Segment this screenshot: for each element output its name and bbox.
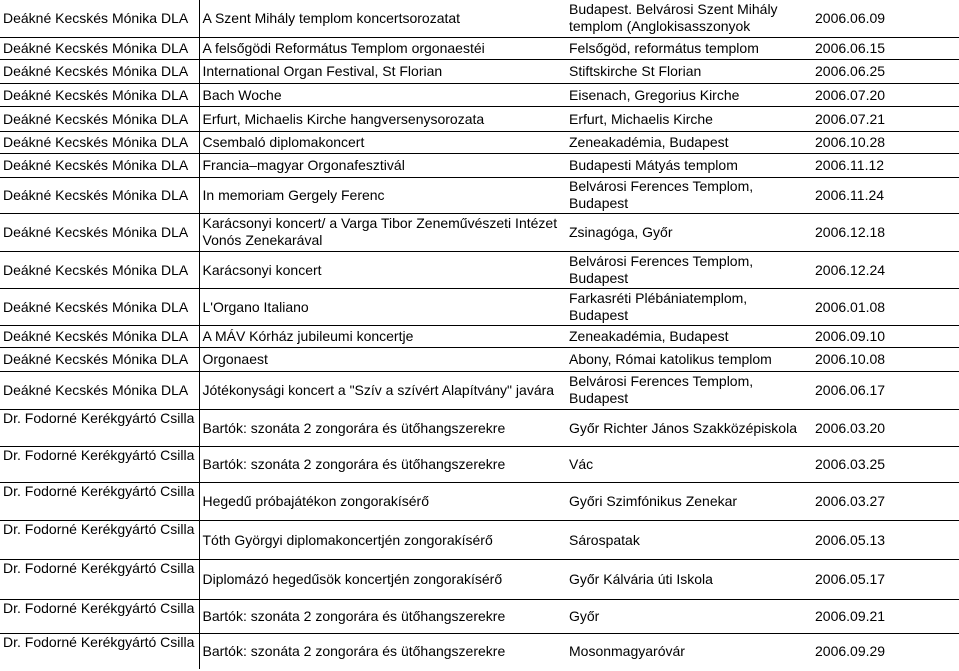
- table-row: [0, 131, 959, 153]
- cell-event: Bartók: szonáta 2 zongorára és ütőhangszerekre: [199, 446, 566, 482]
- cell-event: Csembaló diplomakoncert: [199, 131, 566, 153]
- cell-event: Francia–magyar Orgonafesztivál: [199, 153, 566, 177]
- cell-performer: Dr. Fodorné Kerékgyártó Csilla: [0, 482, 199, 520]
- cell-date: 2006.12.24: [812, 251, 959, 288]
- cell-event: Jótékonysági koncert a "Szív a szívért Alapítvány" javára: [199, 371, 566, 409]
- cell-venue: Mosonmagyaróvár: [566, 633, 812, 669]
- cell-venue: Stiftskirche St Florian: [566, 59, 812, 83]
- cell-venue: Sárospatak: [566, 520, 812, 559]
- cell-date: 2006.03.27: [812, 482, 959, 520]
- cell-event: Erfurt, Michaelis Kirche hangversenysorozata: [199, 106, 566, 131]
- cell-event: A MÁV Kórház jubileumi koncertje: [199, 325, 566, 347]
- cell-performer: Deákné Kecskés Mónika DLA: [0, 288, 199, 325]
- cell-event: Bartók: szonáta 2 zongorára és ütőhangszerekre: [199, 599, 566, 633]
- cell-performer: Dr. Fodorné Kerékgyártó Csilla: [0, 409, 199, 446]
- cell-event: Bach Woche: [199, 83, 566, 106]
- cell-event: Bartók: szonáta 2 zongorára és ütőhangszerekre: [199, 409, 566, 446]
- cell-performer: Deákné Kecskés Mónika DLA: [0, 106, 199, 131]
- cell-venue: Eisenach, Gregorius Kirche: [566, 83, 812, 106]
- table-row: [0, 83, 959, 106]
- cell-venue: Felsőgöd, református templom: [566, 37, 812, 59]
- table-row: [0, 409, 959, 446]
- table-row: [0, 633, 959, 669]
- table-row: [0, 59, 959, 83]
- cell-performer: Deákné Kecskés Mónika DLA: [0, 83, 199, 106]
- cell-date: 2006.10.28: [812, 131, 959, 153]
- cell-performer: Dr. Fodorné Kerékgyártó Csilla: [0, 446, 199, 482]
- cell-date: 2006.06.17: [812, 371, 959, 409]
- cell-date: 2006.06.09: [815, 10, 886, 27]
- table-row: [0, 347, 959, 371]
- cell-venue: Zeneakadémia, Budapest: [566, 131, 812, 153]
- table-row: [0, 106, 959, 131]
- cell-venue: Vác: [566, 446, 812, 482]
- cell-venue: Erfurt, Michaelis Kirche: [566, 106, 812, 131]
- cell-performer: Deákné Kecskés Mónika DLA: [0, 371, 199, 409]
- table-row: [0, 177, 959, 213]
- cell-venue: Zeneakadémia, Budapest: [566, 325, 812, 347]
- table-row: [0, 446, 959, 482]
- cell-date: 2006.11.12: [812, 153, 959, 177]
- cell-venue: Győr Kálvária úti Iskola: [566, 559, 812, 599]
- cell-date: 2006.05.17: [812, 559, 959, 599]
- cell-performer: Dr. Fodorné Kerékgyártó Csilla: [0, 559, 199, 599]
- cell-event: Orgonaest: [199, 347, 566, 371]
- table-row: [0, 213, 959, 251]
- cell-date: 2006.11.24: [812, 177, 959, 213]
- cell-date: 2006.07.20: [812, 83, 959, 106]
- cell-date: 2006.09.21: [812, 599, 959, 633]
- cell-event: Karácsonyi koncert/ a Varga Tibor Zeneművészeti Intézet Vonós Zenekarával: [199, 213, 566, 251]
- cell-venue: Budapesti Mátyás templom: [566, 153, 812, 177]
- cell-performer: Deákné Kecskés Mónika DLA: [0, 0, 199, 37]
- cell-date: 2006.01.08: [812, 288, 959, 325]
- cell-event: Diplomázó hegedűsök koncertjén zongorakísérő: [199, 559, 566, 599]
- cell-venue: Győr: [566, 599, 812, 633]
- table-row: [0, 251, 959, 288]
- cell-date: 2006.07.21: [812, 106, 959, 131]
- cell-venue: Győri Szimfónikus Zenekar: [566, 482, 812, 520]
- cell-date: 2006.10.08: [812, 347, 959, 371]
- cell-date: 2006.09.29: [812, 633, 959, 669]
- table-row: [0, 0, 959, 37]
- cell-date: 2006.06.15: [812, 37, 959, 59]
- table-row: [0, 482, 959, 520]
- table-row: [0, 325, 959, 347]
- table-row: [0, 559, 959, 599]
- table-row: [0, 599, 959, 633]
- cell-event: Karácsonyi koncert: [199, 251, 566, 288]
- cell-performer: Dr. Fodorné Kerékgyártó Csilla: [0, 633, 199, 669]
- cell-event: In memoriam Gergely Ferenc: [199, 177, 566, 213]
- cell-performer: Deákné Kecskés Mónika DLA: [0, 213, 199, 251]
- cell-event: A Szent Mihály templom koncertsorozatat: [202, 10, 461, 27]
- cell-event: International Organ Festival, St Florian: [199, 59, 566, 83]
- cell-venue: Zsinagóga, Győr: [566, 213, 812, 251]
- cell-venue: Farkasréti Plébániatemplom, Budapest: [566, 288, 812, 325]
- cell-event: Hegedű próbajátékon zongorakísérő: [199, 482, 566, 520]
- cell-performer: Deákné Kecskés Mónika DLA: [0, 37, 199, 59]
- cell-venue: Budapest. Belvárosi Szent Mihály templom (Anglokisasszonyok: [569, 1, 778, 35]
- table-row: [0, 288, 959, 325]
- cell-venue: Győr Richter János Szakközépiskola: [566, 409, 812, 446]
- cell-event: Bartók: szonáta 2 zongorára és ütőhangszerekre: [199, 633, 566, 669]
- cell-performer: Deákné Kecskés Mónika DLA: [0, 59, 199, 83]
- cell-venue: Belvárosi Ferences Templom, Budapest: [566, 371, 812, 409]
- cell-date: 2006.09.10: [812, 325, 959, 347]
- cell-date: 2006.03.20: [812, 409, 959, 446]
- table-row: [0, 37, 959, 59]
- cell-event: Tóth Györgyi diplomakoncertjén zongorakísérő: [199, 520, 566, 559]
- table-row: [0, 371, 959, 409]
- cell-performer: Deákné Kecskés Mónika DLA: [0, 251, 199, 288]
- cell-performer: Deákné Kecskés Mónika DLA: [0, 177, 199, 213]
- cell-performer: Dr. Fodorné Kerékgyártó Csilla: [0, 599, 199, 633]
- cell-performer: Deákné Kecskés Mónika DLA: [0, 131, 199, 153]
- cell-venue: Belvárosi Ferences Templom, Budapest: [566, 177, 812, 213]
- cell-event: A felsőgödi Református Templom orgonaestéi: [199, 37, 566, 59]
- cell-date: 2006.05.13: [812, 520, 959, 559]
- cell-performer: Deákné Kecskés Mónika DLA: [0, 325, 199, 347]
- cell-date: 2006.03.25: [812, 446, 959, 482]
- cell-date: 2006.12.18: [812, 213, 959, 251]
- table-row: [0, 153, 959, 177]
- cell-date: 2006.06.25: [812, 59, 959, 83]
- cell-performer: Dr. Fodorné Kerékgyártó Csilla: [0, 520, 199, 559]
- cell-venue: Belvárosi Ferences Templom, Budapest: [566, 251, 812, 288]
- cell-event: L'Organo Italiano: [199, 288, 566, 325]
- cell-venue: Abony, Római katolikus templom: [566, 347, 812, 371]
- cell-performer: Deákné Kecskés Mónika DLA: [0, 347, 199, 371]
- table-row: [0, 520, 959, 559]
- cell-performer: Deákné Kecskés Mónika DLA: [0, 153, 199, 177]
